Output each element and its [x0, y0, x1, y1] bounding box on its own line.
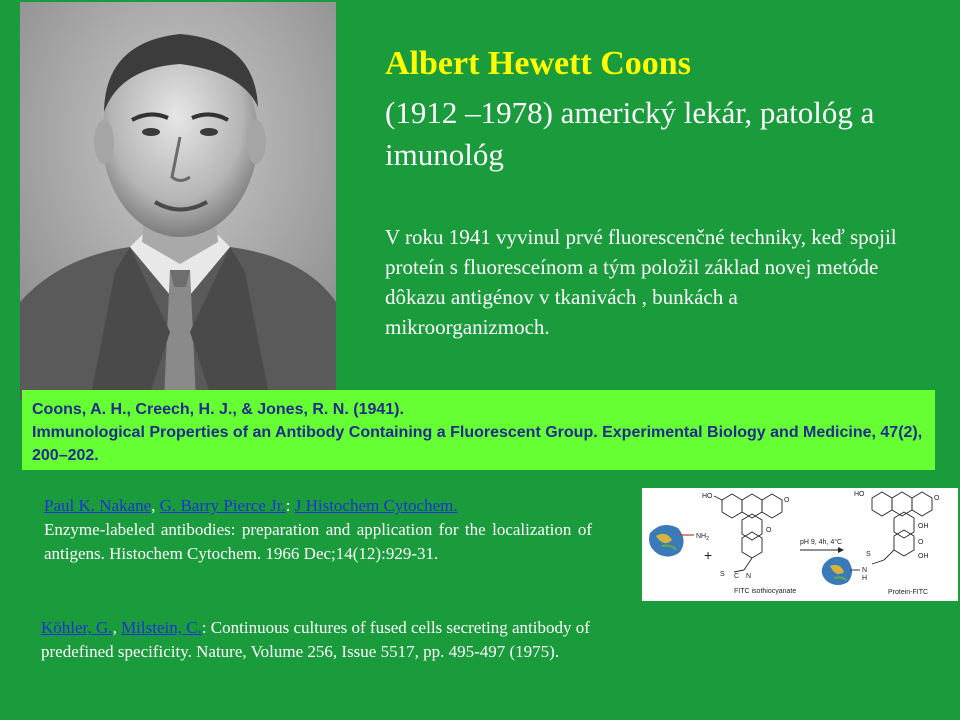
oh-label: OH — [918, 523, 929, 530]
plus-sign: + — [704, 547, 713, 563]
protein-icon — [822, 557, 852, 585]
nh2-subscript: 2 — [706, 536, 709, 542]
author-link-kohler[interactable]: Köhler, G. — [41, 618, 113, 637]
separator: , — [151, 496, 160, 515]
reference-kohler-text: : Continuous cultures of fused cells secreting antibody of predefined specificity. Nature, Volume 256, Issue 5517, pp. 495-497 (1975). — [41, 618, 590, 661]
author-link-nakane[interactable]: Paul K. Nakane — [44, 496, 152, 515]
separator: , — [112, 618, 122, 637]
c-label: C — [734, 573, 740, 580]
fitc-label: FITC isothiocyanate — [734, 588, 797, 595]
arrow-head-icon — [838, 547, 844, 553]
n-label: N — [746, 573, 752, 580]
reference-citation-line: Coons, A. H., Creech, H. J., & Jones, R. N. (1941). — [32, 401, 404, 418]
product-label: Protein-FITC — [888, 589, 929, 596]
journal-link[interactable]: J Histochem Cytochem. — [294, 496, 458, 515]
protein-icon — [649, 525, 684, 557]
description-text: V roku 1941 vyvinul prvé fluorescenčné techniky, keď spojil proteín s fluoresceínom a tým položil základ novej metóde dôkazu antigénov v tkanivách , bunkách a mikroorganizmoch. — [385, 225, 897, 339]
fitc-structure — [714, 494, 782, 572]
nh2-label: NH — [696, 533, 707, 540]
oh-label: OH — [918, 553, 929, 560]
subtitle: (1912 –1978) americký lekár, patológ a imunológ — [385, 95, 875, 172]
o-label: O — [766, 527, 772, 534]
separator: : — [285, 496, 295, 515]
o-label: O — [784, 497, 790, 504]
author-link-milstein[interactable]: Milstein, C. — [121, 618, 202, 637]
reference-title-line: Immunological Properties of an Antibody Containing a Fluorescent Group. Experimental Biology and Medicine, 47(2), 200–202. — [32, 424, 923, 464]
ho-label: HO — [854, 491, 865, 498]
n-label: N — [862, 567, 868, 574]
portrait-photo — [20, 2, 336, 400]
svg-text:NH2 — [696, 533, 709, 542]
o-label: O — [934, 495, 940, 502]
reference-box — [22, 390, 935, 470]
fitc-reaction-scheme — [642, 488, 958, 601]
reference-kohler — [41, 616, 611, 664]
reference-nakane-text: Enzyme-labeled antibodies: preparation and application for the localization of antigens. Histochem Cytochem. 1966 Dec;14(12):929-31. — [44, 520, 592, 563]
ho-label: HO — [702, 493, 713, 500]
author-link-pierce[interactable]: G. Barry Pierce Jr. — [159, 496, 286, 515]
page-title: Albert Hewett Coons — [385, 45, 691, 82]
h-label: H — [862, 575, 868, 582]
reference-nakane — [44, 494, 592, 566]
s-label: S — [720, 571, 725, 578]
s-label: S — [866, 551, 871, 558]
o-label: O — [918, 539, 924, 546]
conditions-label: pH 9, 4h, 4°C — [800, 539, 843, 546]
